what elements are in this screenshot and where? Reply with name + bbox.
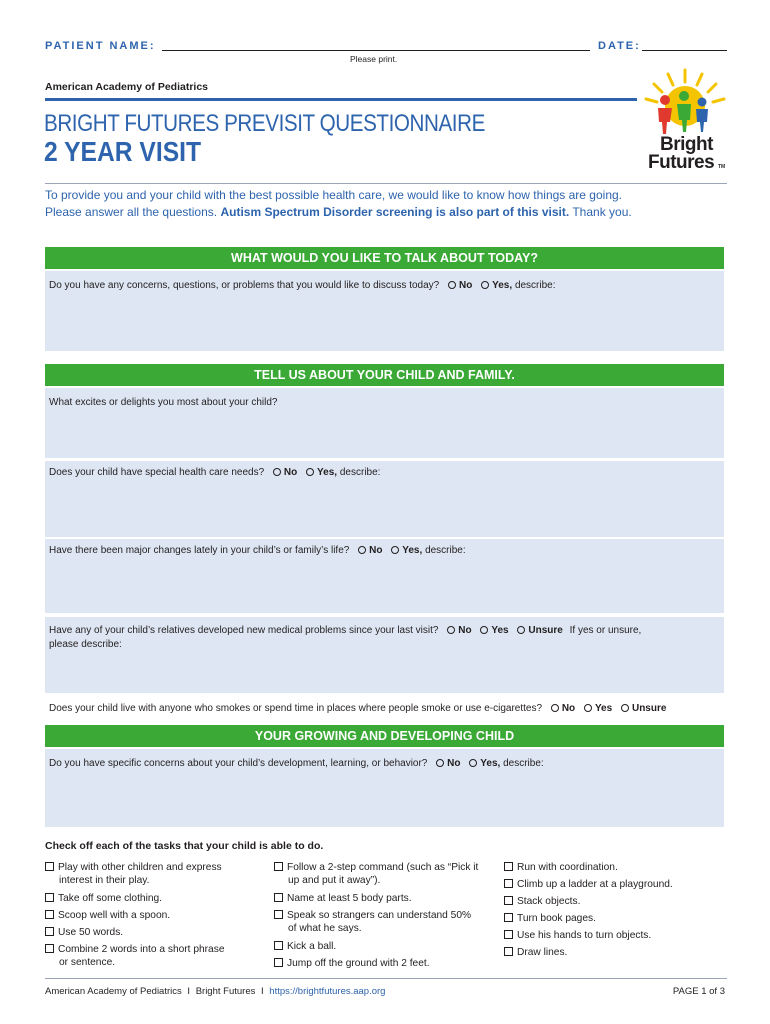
task-speak-strangers[interactable] (274, 909, 471, 935)
task-use-50-words[interactable] (45, 926, 123, 939)
checkbox[interactable] (504, 862, 513, 871)
if-yes-unsure-label: If yes or unsure, (569, 625, 642, 636)
task-label-cont: interest in their play. (59, 875, 150, 886)
radio-yes[interactable] (480, 626, 488, 634)
radio-no[interactable] (273, 468, 281, 476)
org-name: American Academy of Pediatrics (45, 81, 209, 93)
bright-futures-logo (640, 66, 730, 176)
checkbox[interactable] (45, 893, 54, 902)
question-text: Have there been major changes lately in your child’s or family’s life? (49, 545, 350, 556)
task-turn-pages[interactable] (504, 912, 596, 925)
option-no: No (459, 280, 473, 291)
footer-bright-futures: Bright Futures (195, 986, 256, 997)
task-label: Use 50 words. (58, 927, 124, 938)
task-climb-ladder[interactable] (504, 878, 673, 891)
checkbox[interactable] (504, 947, 513, 956)
footer-url-link[interactable]: https://brightfutures.aap.org (269, 986, 386, 997)
sun-family-icon (640, 66, 730, 138)
question-text: Do you have specific concerns about your child’s development, learning, or behavior? (49, 758, 428, 769)
checkbox[interactable] (504, 879, 513, 888)
intro-line-1: To provide you and your child with the best possible health care, we would like to know how things are going. (45, 188, 623, 202)
task-label-cont: up and put it away”). (288, 875, 381, 886)
footer-left (45, 986, 385, 997)
radio-no[interactable] (436, 759, 444, 767)
radio-no[interactable] (551, 704, 559, 712)
option-no: No (561, 703, 576, 714)
task-label: Scoop well with a spoon. (58, 910, 171, 921)
describe-label: describe: (514, 280, 556, 291)
option-no: No (283, 467, 298, 478)
checkbox[interactable] (45, 944, 54, 953)
checklist-heading: Check off each of the tasks that your child is able to do. (45, 840, 324, 852)
intro-text-thanks: Thank you. (572, 205, 632, 219)
question-text: Does your child have special health care needs? (49, 467, 265, 478)
task-label: Turn book pages. (517, 913, 596, 924)
footer-separator: I (261, 986, 264, 997)
task-draw-lines[interactable] (504, 946, 567, 959)
question-text: Does your child live with anyone who smokes or spend time in places where people smoke or use e-cigarettes? (49, 703, 543, 714)
delights-question: What excites or delights you most about your child? (49, 397, 278, 408)
task-label: Kick a ball. (287, 941, 337, 952)
checkbox[interactable] (504, 896, 513, 905)
checkbox[interactable] (274, 893, 283, 902)
option-yes: Yes, (492, 280, 513, 291)
task-jump[interactable] (274, 957, 430, 970)
task-play-with-others[interactable] (45, 861, 222, 887)
footer-org: American Academy of Pediatrics (45, 986, 182, 997)
radio-unsure[interactable] (621, 704, 629, 712)
footer-separator: I (187, 986, 191, 997)
describe-label: describe: (425, 545, 466, 556)
task-label: Climb up a ladder at a playground. (517, 879, 673, 890)
radio-yes[interactable] (391, 546, 399, 554)
task-label: Run with coordination. (517, 862, 618, 873)
smoke-question (49, 703, 666, 714)
radio-no[interactable] (447, 626, 455, 634)
task-label: Name at least 5 body parts. (287, 893, 412, 904)
visit-subtitle: 2 YEAR VISIT (44, 136, 202, 167)
radio-yes[interactable] (584, 704, 592, 712)
option-no: No (447, 758, 461, 769)
task-follow-2-step[interactable] (274, 861, 478, 887)
option-unsure: Unsure (528, 625, 563, 636)
checkbox[interactable] (274, 910, 283, 919)
task-label: Follow a 2-step command (such as “Pick it (287, 862, 479, 873)
option-yes: Yes, (317, 467, 338, 478)
question-text: Have any of your child’s relatives developed new medical problems since your last visit? (49, 625, 439, 636)
option-yes: Yes, (402, 545, 423, 556)
major-changes-question (49, 545, 466, 556)
radio-yes[interactable] (469, 759, 477, 767)
checkbox[interactable] (45, 927, 54, 936)
task-label-cont: or sentence. (59, 957, 116, 968)
footer-rule (45, 978, 727, 979)
concerns-question (49, 280, 556, 291)
checkbox[interactable] (45, 862, 54, 871)
intro-text-autism: Autism Spectrum Disorder screening is also part of this visit. (220, 205, 570, 219)
checkbox[interactable] (45, 910, 54, 919)
task-name-body-parts[interactable] (274, 892, 412, 905)
task-scoop-spoon[interactable] (45, 909, 170, 922)
task-label: Speak so strangers can understand 50% (287, 910, 472, 921)
option-unsure: Unsure (631, 703, 667, 714)
radio-unsure[interactable] (517, 626, 525, 634)
describe-label: describe: (339, 467, 381, 478)
task-turn-objects[interactable] (504, 929, 651, 942)
intro-text-a: Please answer all the questions. (45, 205, 218, 219)
section-header-growing: YOUR GROWING AND DEVELOPING CHILD (45, 725, 724, 747)
intro-line-2 (45, 205, 632, 219)
logo-text-futures: Futures (648, 152, 715, 173)
radio-yes[interactable] (306, 468, 314, 476)
describe-label: describe: (503, 758, 544, 769)
checkbox[interactable] (274, 941, 283, 950)
radio-no[interactable] (358, 546, 366, 554)
task-stack-objects[interactable] (504, 895, 580, 908)
relatives-describe-label: please describe: (49, 639, 122, 650)
task-label: Jump off the ground with 2 feet. (287, 958, 430, 969)
task-label: Stack objects. (517, 896, 581, 907)
section-header-child-family: TELL US ABOUT YOUR CHILD AND FAMILY. (45, 364, 724, 386)
page-title: BRIGHT FUTURES PREVISIT QUESTIONNAIRE (44, 110, 485, 137)
header-rule (45, 98, 637, 101)
checkbox[interactable] (504, 913, 513, 922)
task-kick-ball[interactable] (274, 940, 336, 953)
section-header-talk-about: WHAT WOULD YOU LIKE TO TALK ABOUT TODAY? (45, 247, 724, 269)
question-text: Do you have any concerns, questions, or problems that you would like to discuss today? (49, 280, 440, 291)
option-yes: Yes, (480, 758, 501, 769)
task-label: Draw lines. (517, 947, 568, 958)
task-take-off-clothing[interactable] (45, 892, 162, 905)
logo-text-bright: Bright (660, 134, 713, 155)
header-rule-bottom (45, 183, 727, 184)
date-label: DATE: (598, 40, 641, 52)
special-needs-question (49, 467, 380, 478)
option-yes: Yes (594, 703, 613, 714)
relatives-question (49, 625, 641, 636)
please-print-note: Please print. (350, 54, 398, 64)
task-label: Play with other children and express (58, 862, 222, 873)
checkbox[interactable] (504, 930, 513, 939)
checkbox[interactable] (274, 958, 283, 967)
option-yes: Yes (491, 625, 509, 636)
date-field[interactable] (642, 50, 727, 51)
task-label: Take off some clothing. (58, 893, 163, 904)
page-number: PAGE 1 of 3 (672, 986, 725, 997)
radio-yes[interactable] (481, 281, 489, 289)
patient-name-field[interactable] (162, 50, 590, 51)
task-label-cont: of what he says. (288, 923, 362, 934)
logo-tm: TM (718, 164, 726, 170)
task-run-coordination[interactable] (504, 861, 618, 874)
option-no: No (369, 545, 383, 556)
task-label: Combine 2 words into a short phrase (58, 944, 225, 955)
task-combine-2-words[interactable] (45, 943, 224, 969)
development-question (49, 758, 544, 769)
option-no: No (458, 625, 472, 636)
radio-no[interactable] (448, 281, 456, 289)
patient-name-label: PATIENT NAME: (45, 40, 156, 52)
checkbox[interactable] (274, 862, 283, 871)
task-label: Use his hands to turn objects. (517, 930, 652, 941)
